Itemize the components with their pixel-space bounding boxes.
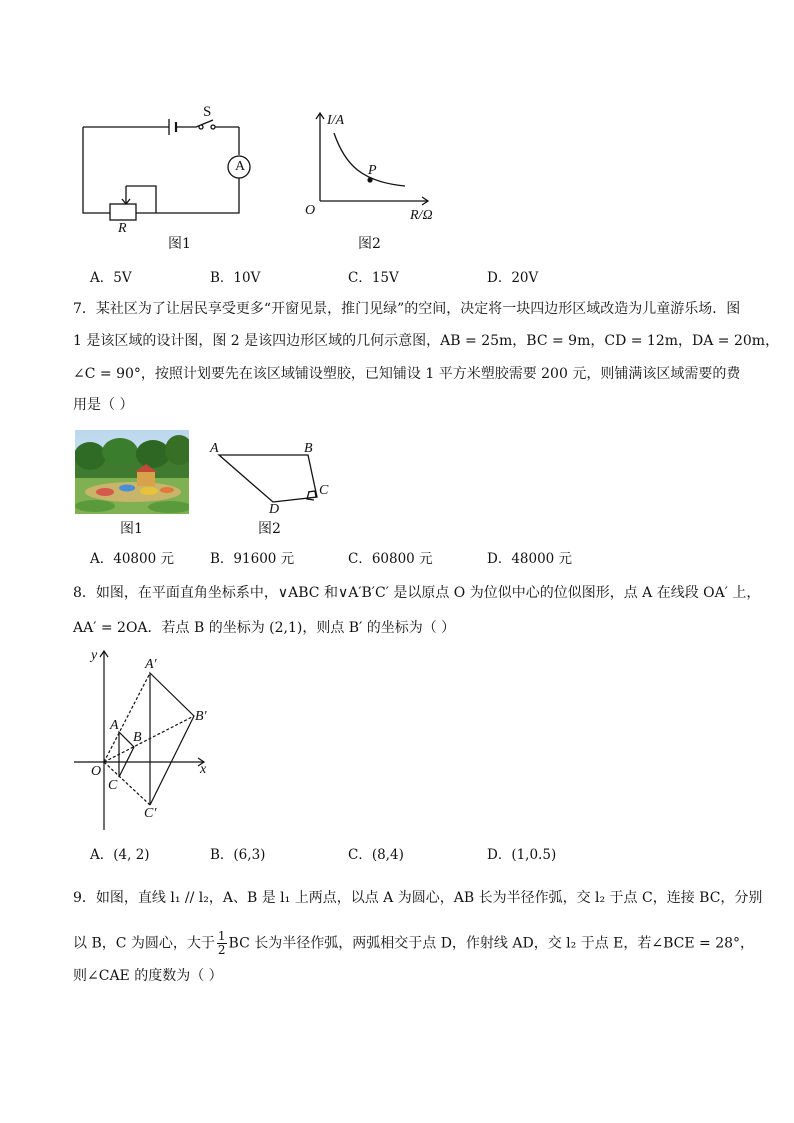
vertex-d-label: D [269,502,280,517]
c-prime-label: C′ [144,806,157,821]
q9-line-2 [73,930,754,957]
q8-option-c: C．(8,4) [348,847,404,863]
q6-option-d: D．20V [487,270,539,286]
triangle-a-prime-b-prime-c-prime [150,673,194,805]
vertex-b-label: B [304,441,313,456]
q9-line-3: 则∠CAE 的度数为（ ） [73,968,223,984]
playground-design-image [75,430,189,514]
q9-line-2-start: 以 B，C 为圆心，大于 [73,935,215,952]
c-label: C [108,778,118,793]
origin-label: O [305,203,316,218]
rheostat-body [110,204,136,220]
b-prime-label: B′ [195,709,207,724]
q7-option-b: B．91600 元 [210,551,295,567]
q6-option-a: A．5V [90,270,132,286]
figure2-caption: 图2 [358,236,381,252]
q7-line-3: ∠C = 90°，按照计划要先在该区域铺设塑胶，已知铺设 1 平方米塑胶需要 200 元，则铺满该区域需要的费 [73,366,741,382]
point-p-label: P [368,163,377,178]
q8-y-label: y [91,648,98,663]
q7-option-d: D．48000 元 [487,551,573,567]
q8-option-d: D．(1,0.5) [487,847,557,863]
triangle-abc [119,732,134,777]
q7-line-4: 用是（ ） [73,397,134,413]
fraction-numerator: 1 [217,929,226,943]
q8-x-label: x [200,762,207,777]
q8-origin-label: O [91,764,102,779]
switch-blade [196,120,213,127]
quadrilateral-abcd [219,455,317,502]
q7-figure1-caption: 图1 [120,521,143,537]
fraction-one-half [217,930,227,957]
fraction-denominator: 2 [217,943,226,957]
q9-line-1: 9．如图，直线 l₁ // l₂，A、B 是 l₁ 上两点，以点 A 为圆心，AB 长为半径作弧，交 l₂ 于点 C，连接 BC，分别 [73,890,763,906]
y-axis-label: I/A [327,113,345,128]
figure1-caption: 图1 [168,236,191,252]
x-axis-label: R/Ω [410,208,433,223]
q8-option-b: B．(6,3) [210,847,266,863]
q6-option-b: B．10V [210,270,261,286]
q8-line-2: AA′ = 2OA．若点 B 的坐标为 (2,1)，则点 B′ 的坐标为（ ） [73,620,456,636]
q8-line-1: 8．如图，在平面直角坐标系中，∨ABC 和∨A′B′C′ 是以原点 O 为位似中心的位似图形，点 A 在线段 OA′ 上， [73,585,761,601]
a-label: A [110,718,119,733]
q7-line-1: 7．某社区为了让居民享受更多“开窗见景，推门见绿”的空间，决定将一块四边形区域改造为儿童游乐场．图 [73,301,741,317]
q6-option-c: C．15V [348,270,399,286]
vertex-c-label: C [319,483,329,498]
vertex-a-label: A [210,441,219,456]
resistor-label: R [118,221,127,236]
q7-option-a: A．40800 元 [90,551,174,567]
q8-option-a: A．(4, 2) [90,847,150,863]
q9-line-2-end: BC 长为半径作弧，两弧相交于点 D，作射线 AD，交 l₂ 于点 E，若∠BCE = 28°， [228,935,755,952]
a-prime-label: A′ [145,657,157,672]
circuit-wire-left [83,127,110,213]
q7-figure2-caption: 图2 [258,521,281,537]
q7-option-c: C．60800 元 [348,551,433,567]
switch-label: S [203,104,212,120]
b-label: B [133,730,142,745]
q7-line-2: 1 是该区域的设计图，图 2 是该四边形区域的几何示意图，AB = 25m，BC = 9m，CD = 12m，DA = 20m， [73,333,780,349]
ammeter-label: A [235,159,246,174]
